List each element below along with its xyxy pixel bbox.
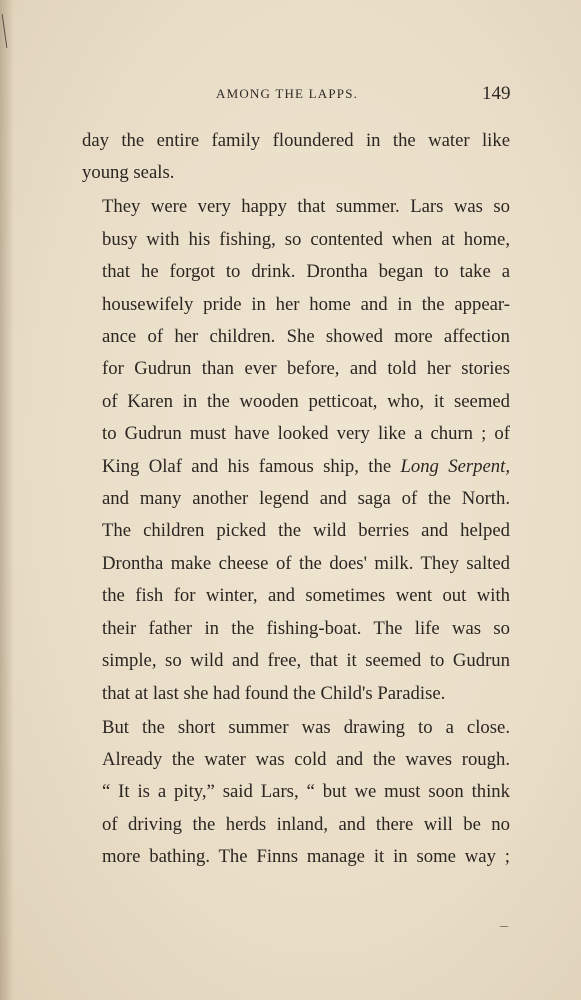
text-line: that he forgot to drink. Drontha began to take a: [102, 261, 510, 283]
text-line: more bathing. The Finns manage it in some way ;: [102, 846, 510, 868]
text-line: housewifely pride in her home and in the appear-: [102, 293, 510, 315]
text-line: ance of her children. She showed more affection: [102, 326, 510, 348]
text-line: their father in the fishing-boat. The life was so: [102, 617, 510, 639]
text-line: busy with his fishing, so contented when at home,: [102, 228, 510, 250]
text-line: Already the water was cold and the waves rough.: [102, 748, 510, 770]
text-line: the fish for winter, and sometimes went out with: [102, 585, 510, 607]
text-line: of driving the herds inland, and there will be no: [102, 813, 510, 835]
page-blemish-mark: [500, 926, 508, 927]
text-line: of Karen in the wooden petticoat, who, it seemed: [102, 390, 510, 412]
text-line: “ It is a pity,” said Lars, “ but we must soon think: [102, 781, 510, 803]
text-run: King Olaf and his famous ship, the: [102, 455, 401, 477]
text-line: and many another legend and saga of the North.: [102, 488, 510, 510]
page-number: 149: [482, 83, 511, 104]
page-gutter-shadow: [0, 0, 14, 1000]
running-head: AMONG THE LAPPS.: [216, 86, 359, 101]
text-line: young seals.: [82, 162, 175, 184]
text-line: But the short summer was drawing to a close.: [102, 716, 510, 738]
italic-ship-name: Long Serpent,: [400, 455, 510, 477]
body-text: [82, 125, 510, 874]
paragraph-1: [82, 125, 510, 190]
paragraph-3: [82, 712, 510, 874]
text-line: for Gudrun than ever before, and told her stories: [102, 358, 510, 380]
text-line: simple, so wild and free, that it seemed to Gudrun: [102, 650, 510, 672]
text-line: that at last she had found the Child's Paradise.: [102, 682, 446, 704]
text-line: to Gudrun must have looked very like a churn ; of: [102, 423, 510, 445]
paragraph-2: [82, 191, 510, 710]
text-line: The children picked the wild berries and helped: [102, 520, 510, 542]
text-line: They were very happy that summer. Lars was so: [102, 196, 510, 218]
text-line: day the entire family floundered in the water like: [82, 130, 510, 151]
text-line: [82, 451, 510, 483]
text-line: Drontha make cheese of the does' milk. They salted: [102, 552, 510, 574]
